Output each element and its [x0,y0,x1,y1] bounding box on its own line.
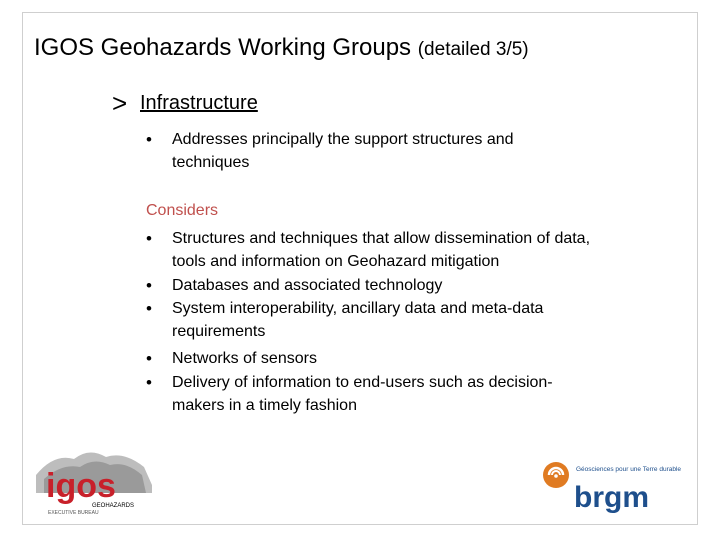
infrastructure-label: Infrastructure [140,92,258,114]
bullet-icon: • [146,229,152,248]
considers-heading: Considers [146,202,219,219]
title-sub: (detailed 3/5) [417,39,529,60]
brgm-tagline: Géosciences pour une Terre durable [576,466,682,473]
bullet-icon: • [146,349,152,368]
brgm-wordmark: brgm [574,481,649,514]
igos-wordmark: igos [46,467,116,505]
igos-tagline: EXECUTIVE BUREAU [48,510,99,515]
title-main: IGOS Geohazards Working Groups [34,34,412,61]
brgm-logo [540,455,690,515]
bullet-icon: • [146,276,152,295]
igos-subtitle: GEOHAZARDS [92,503,135,509]
bullet-icon: • [146,299,152,318]
chevron-right-icon: > [112,88,128,118]
bullet-icon: • [146,373,152,392]
bullet-icon: • [146,130,152,149]
slide-title [34,34,529,62]
igos-logo [34,445,154,515]
